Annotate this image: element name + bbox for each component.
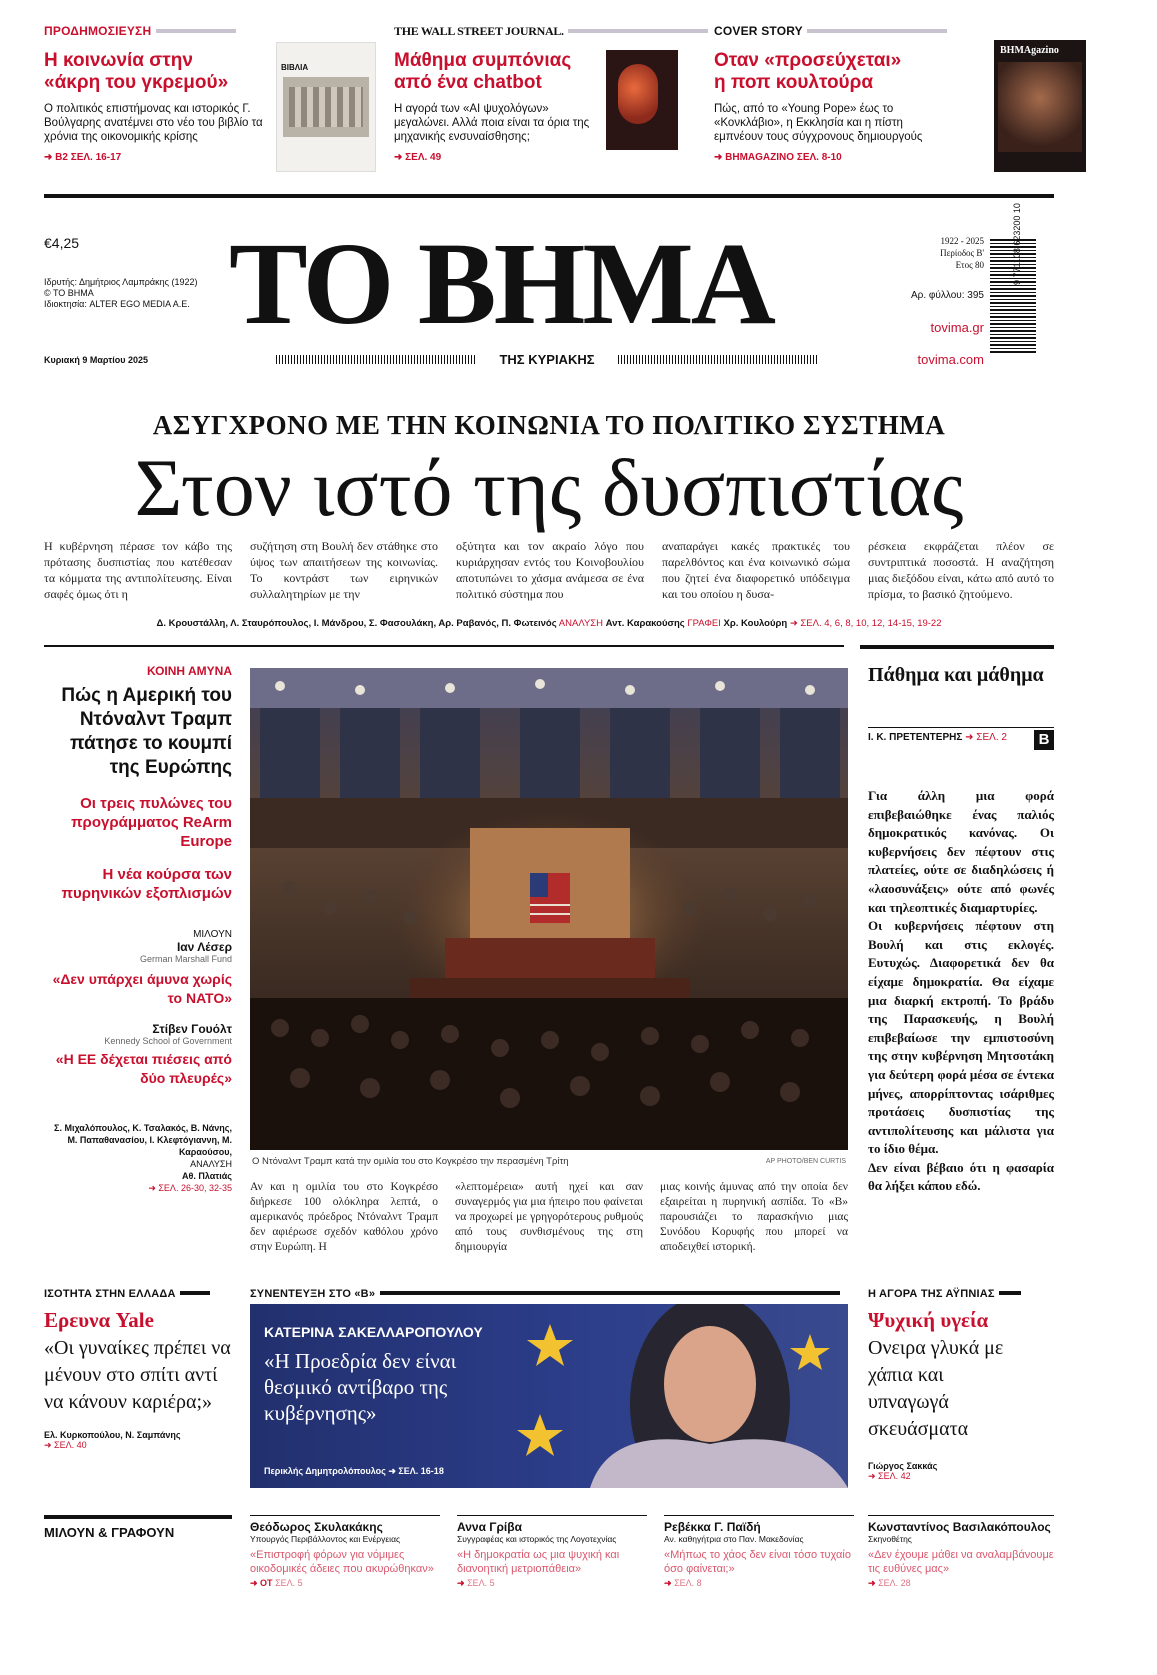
kicker-bar <box>156 29 236 33</box>
promo-text: Η αγορά των «AI ψυχολόγων» μεγαλώνει. Αλλά ποια είναι τα όρια της μηχανικής ενσυναίσθησης; <box>394 103 590 143</box>
editorial <box>868 664 1054 1274</box>
magazine-thumbnail <box>994 40 1086 172</box>
promo-kicker-row <box>714 22 1054 40</box>
barcode <box>990 203 1052 353</box>
byline-ref[interactable]: ➜ ΣΕΛ. 4, 6, 8, 10, 12, 14-15, 19-22 <box>789 618 942 629</box>
market-story[interactable] <box>868 1284 1054 1494</box>
market-headline: Ψυχική υγεία <box>868 1308 989 1332</box>
authors-ref[interactable]: ➜ ΣΕΛ. 26-30, 32-35 <box>148 1183 232 1193</box>
editorial-ref[interactable]: ➜ ΣΕΛ. 2 <box>965 732 1007 743</box>
market-text: Ονειρα γλυκά με χάπια και υπναγωγά σκευάσματα <box>868 1337 1004 1440</box>
editorial-badge: Β <box>1034 730 1054 750</box>
masthead-credits <box>44 277 197 310</box>
kicker-bar <box>380 1291 840 1295</box>
org-2: Kennedy School of Government <box>104 1036 232 1046</box>
promo-headline-line2: από ένα chatbot <box>394 72 542 93</box>
byline-analyst: Αντ. Καρακούσης <box>605 618 685 629</box>
footer-item-ref-label: ➜ ΟΤ <box>250 1578 273 1588</box>
promo-headline-line1: Μάθημα συμπόνιας <box>394 50 572 71</box>
lead-byline <box>44 618 1054 629</box>
promo-ref[interactable]: ➜ ΒΗΜΑGAZINO ΣΕΛ. 8-10 <box>714 152 842 163</box>
market-kicker-row <box>868 1284 1054 1302</box>
kicker-bar <box>999 1291 1021 1295</box>
website-com[interactable]: tovima.com <box>917 352 984 367</box>
copyright: © ΤΟ ΒΗΜΑ <box>44 288 94 298</box>
footer-item-page: ΣΕΛ. 28 <box>878 1578 911 1588</box>
equality-headline: Ερευνα Yale <box>44 1308 154 1332</box>
footer-item-page: ΣΕΛ. 8 <box>674 1578 702 1588</box>
defense-column-3: μιας κοινής άμυνας από την οποία δεν εξαιρείται η πυρηνική ασπίδα. Το «Β» παρουσιάζει το παρασκήνιο μιας Συνόδου Κορυφής που μπορεί να αποδειχθεί ιστορική. <box>660 1181 848 1253</box>
equality-authors: Ελ. Κυρκοπούλου, Ν. Σαμπάνης <box>44 1430 181 1440</box>
interview-story[interactable] <box>250 1284 848 1488</box>
promo-kicker: COVER STORY <box>714 24 803 38</box>
top-divider <box>44 194 1054 198</box>
editorial-author: Ι. Κ. ΠΡΕΤΕΝΤΕΡΗΣ <box>868 732 963 743</box>
defense-column-2: «λεπτομέρεια» αυτή ηχεί και σαν συναγερμός για μια ήπειρο που φαίνεται να προχωρεί με γρηγορότερους ρυθμούς από τους συνθισμένους της στη δημιουργία <box>455 1181 643 1253</box>
promo-headline-line2: η ποπ κουλτούρα <box>714 72 874 93</box>
defense-sidebar <box>44 664 232 1264</box>
footer-item-quote: «Επιστροφή φόρων για νόμιμες οικοδομικές άδειες που ακυρώθηκαν» <box>250 1549 434 1575</box>
congress-photo <box>250 668 848 1150</box>
footer-item-name: Κωνσταντίνος Βασιλακόπουλος <box>868 1520 1051 1534</box>
photo-credit: AP PHOTO/BEN CURTIS <box>765 1158 846 1165</box>
defense-authors <box>44 1122 232 1194</box>
footer-item-quote: «Μήπως το χάος δεν είναι τόσο τυχαίο όσο φαίνεται;» <box>664 1549 851 1575</box>
speak-label: ΜΙΛΟΥΝ <box>193 929 232 940</box>
footer-item-quote: «Δεν έχουμε μάθει να αναλαμβάνουμε τις ευθύνες μας» <box>868 1549 1054 1575</box>
interview-kicker-row <box>250 1284 848 1302</box>
footer-items <box>250 1515 1054 1615</box>
footer-item-name: Θεόδωρος Σκυλακάκης <box>250 1520 383 1534</box>
footer-item-ref-label: ➜ <box>664 1578 672 1588</box>
subtitle-rule-right <box>618 355 818 364</box>
barcode-number: 9 771108 623200 10 <box>1012 203 1022 285</box>
website-gr[interactable]: tovima.gr <box>930 320 984 335</box>
founder: Ιδρυτής: Δημήτριος Λαμπράκης (1922) <box>44 277 198 287</box>
footer-item-role: Συγγραφέας και ιστορικός της Λογοτεχνίας <box>457 1534 617 1544</box>
footer-item-ref <box>664 1578 854 1589</box>
equality-story[interactable] <box>44 1284 234 1494</box>
year-number: Ετος 80 <box>955 260 984 270</box>
byline-office: Χρ. Κουλούρη <box>723 618 788 629</box>
newspaper-subtitle: ΤΗΣ ΚΥΡΙΑΚΗΣ <box>499 352 595 367</box>
issue-number: Αρ. φύλλου: 395 <box>911 290 984 301</box>
footer-item-rule <box>868 1515 1054 1516</box>
lead-column-4: αναπαράγει κακές πρακτικές του παρελθόντος και ένα κοινωνικό σώμα που ζητεί ένα διαφορετικό υπόδειγμα και του οποίου η δυσα- <box>662 539 850 601</box>
lead-kicker: ΑΣΥΓΧΡΟΝΟ ΜΕ ΤΗΝ ΚΟΙΝΩΝΙΑ ΤΟ ΠΟΛΙΤΙΚΟ ΣΥΣΤΗΜΑ <box>152 410 946 440</box>
lead-columns <box>44 538 1054 608</box>
promo-kicker: THE WALL STREET JOURNAL. <box>394 24 564 38</box>
congress-photo-illustration <box>250 668 848 1150</box>
lead-column-3: οξύτητα και τον ακραίο λόγο που κυριάρχησαν εντός του Κοινοβουλίου αποτυπώνει το χάσμα ανάμεσα σε ένα πολιτικό σύστημα που <box>456 539 644 601</box>
footer-item[interactable] <box>457 1515 647 1589</box>
defense-sub2[interactable]: Η νέα κούρσα των πυρηνικών εξοπλισμών <box>61 866 232 902</box>
footer-item[interactable] <box>664 1515 854 1589</box>
defense-columns <box>250 1180 848 1270</box>
byline-authors: Δ. Κρουστάλλη, Λ. Σταυρόπουλος, Ι. Μάνδρου, Σ. Φασουλάκη, Αρ. Ραβανός, Π. Φωτεινός <box>156 618 557 629</box>
footer-item-ref <box>457 1578 647 1589</box>
editorial-body-3: Δεν είναι βέβαιο ότι η φασαρία θα λήξει κάπου εδώ. <box>868 1159 1054 1194</box>
lead-column-1: Η κυβέρνηση πέρασε τον κάβο της πρότασης δυσπιστίας που κατέθεσαν τα κόμματα της αντιπολίτευσης. Είναι σαφές όμως ότι η <box>44 539 232 601</box>
subtitle-row <box>276 352 824 368</box>
kicker-bar <box>568 29 708 33</box>
footer-item-role: Αν. καθηγήτρια στο Παν. Μακεδονίας <box>664 1534 804 1544</box>
photo-caption: Ο Ντόναλντ Τραμπ κατά την ομιλία του στο Κογκρέσο την περασμένη Τρίτη <box>252 1156 569 1167</box>
market-kicker: Η ΑΓΟΡΑ ΤΗΣ ΑΫΠΝΙΑΣ <box>868 1288 995 1300</box>
promo-headline-line1: Οταν «προσεύχεται» <box>714 50 902 71</box>
authors-list: Σ. Μιχαλόπουλος, Κ. Τσαλακός, Β. Νάνης, Μ. Παπαθανασίου, Ι. Κλεφτόγιαννη, Μ. Καραούσου, <box>54 1123 232 1157</box>
book-thumbnail <box>276 42 376 172</box>
promo-headline-line2: «άκρη του γκρεμού» <box>44 72 229 93</box>
price: €4,25 <box>44 235 80 251</box>
promo-wsj[interactable] <box>394 22 719 198</box>
market-ref[interactable]: ➜ ΣΕΛ. 42 <box>868 1471 911 1481</box>
editorial-author-row <box>868 727 1054 749</box>
equality-ref[interactable]: ➜ ΣΕΛ. 40 <box>44 1440 87 1450</box>
promo-kicker-row <box>394 22 719 40</box>
byline-office-label: ΓΡΑΦΕΙ <box>687 618 721 629</box>
promo-text: Ο πολιτικός επιστήμονας και ιστορικός Γ. Βούλγαρης ανατέμνει στο νέο του βιβλίο τα χρόνια της οικονομικής κρίσης <box>44 103 263 143</box>
footer-item[interactable] <box>868 1515 1054 1589</box>
market-author: Γιώργος Σακκάς <box>868 1461 938 1471</box>
footer-item-rule <box>664 1515 854 1516</box>
footer-item-role: Σκηνοθέτης <box>868 1534 912 1544</box>
footer-item-quote: «Η δημοκρατία ως μια ψυχική και διανοητική μετριοπάθεια» <box>457 1549 620 1575</box>
promo-book[interactable] <box>44 22 384 198</box>
owner: Ιδιοκτησία: ALTER EGO MEDIA A.E. <box>44 299 190 309</box>
newspaper-title: ΤΟ ΒΗΜΑ <box>229 218 773 349</box>
footer-item-rule <box>457 1515 647 1516</box>
footer-rule-left <box>44 1515 232 1519</box>
footer-item-name: Αννα Γρίβα <box>457 1520 522 1534</box>
authors-analyst: Αθ. Πλατιάς <box>181 1171 232 1181</box>
footer-item-role: Υπουργός Περιβάλλοντος και Ενέργειας <box>250 1534 401 1544</box>
footer-item-ref-label: ➜ <box>868 1578 876 1588</box>
editorial-top-rule <box>860 645 1054 649</box>
interview-kicker: ΣΥΝΕΝΤΕΥΞΗ ΣΤΟ «Β» <box>250 1288 376 1300</box>
editorial-body-2: Οι κυβερνήσεις πέφτουν στη Βουλή και στις εκλογές. Ευτυχώς. Διαφορετικά δεν θα είχαμε δημοκρατία. Θα είχαμε μια διαρκή εκτροπή. Το βράδυ της Παρασκευής, η Βουλή επιβεβαίωσε την εμπιστοσύνη της στην κυβέρνηση Μητσοτάκη για δεύτερη φορά μέσα σε έντεκα μήνες, απορρίπτοντας ισάριθμες προτάσεις δυσπιστίας της αντιπολίτευσης και μάλιστα για το ίδιο θέμα. <box>868 918 1054 1157</box>
footer-item-ref <box>250 1578 440 1589</box>
quote-2[interactable]: «Η ΕΕ δέχεται πιέσεις από δύο πλευρές» <box>55 1051 232 1086</box>
footer-item-rule <box>250 1515 440 1516</box>
footer-item-ref-label: ➜ <box>457 1578 465 1588</box>
promo-text: Πώς, από το «Young Pope» έως το «Κονκλάβιο», η Εκκλησία και η πίστη εμπνέουν τους σύγχρονους δημιουργούς <box>714 103 923 143</box>
editorial-headline[interactable]: Πάθημα και μάθημα <box>868 664 1044 686</box>
masthead <box>44 205 1054 380</box>
magazine-logo: ΒΗΜΑgazino <box>1000 45 1059 56</box>
quote-1[interactable]: «Δεν υπάρχει άμυνα χωρίς το ΝΑΤΟ» <box>52 971 232 1006</box>
promo-headline-line1: Η κοινωνία στην <box>44 50 193 71</box>
footer-label: ΜΙΛΟΥΝ & ΓΡΑΦΟΥΝ <box>44 1525 175 1540</box>
kicker-bar <box>180 1291 210 1295</box>
authors-analysis-label: ΑΝΑΛΥΣΗ <box>190 1159 232 1169</box>
person-1: Ιαν Λέσερ <box>176 940 232 954</box>
editorial-body: Για άλλη μια φορά επιβεβαιώθηκε ένας παλιός δημοκρατικός κανόνας. Οι κυβερνήσεις δεν πέφτουν στις πλατείες, ούτε σε διαδηλώσεις ή «λαοσυνάξεις» ούτε από φωνές και τηλεοπτικές διαμαρτυρίες. <box>868 788 1054 915</box>
footer-item-ref <box>868 1578 1054 1589</box>
equality-text: «Οι γυναίκες πρέπει να μένουν στο σπίτι αντί να κάνουν καριέρα;» <box>44 1337 231 1413</box>
promo-kicker-row <box>44 22 384 40</box>
defense-column-1: Αν και η ομιλία του στο Κογκρέσο διήρκεσε 100 ολόκληρα λεπτά, ο αμερικανός πρόεδρος Ντόναλντ Τραμπ δεν αφιέρωσε σχεδόν καθόλου χρόνο στην Ευρώπη. Η <box>250 1181 438 1253</box>
magazine-photo <box>998 62 1082 152</box>
lead-column-5: ρέσκεια εκφράζεται πλέον σε συντριπτικά ποσοστά. Η αναζήτηση μιας διεξόδου είναι, κάτω από αυτό το πρίσμα, το βασικό ζητούμενο. <box>868 539 1054 601</box>
subtitle-rule-left <box>276 355 476 364</box>
footer-item-page: ΣΕΛ. 5 <box>467 1578 495 1588</box>
promo-kicker: ΠΡΟΔΗΜΟΣΙΕΥΣΗ <box>44 24 152 38</box>
top-promos <box>44 22 1059 198</box>
interview-credit[interactable]: Περικλής Δημητρολόπουλος ➜ ΣΕΛ. 16-18 <box>264 1466 444 1476</box>
thumb-robot <box>618 64 658 124</box>
equality-kicker: ΙΣΟΤΗΤΑ ΣΤΗΝ ΕΛΛΑΔΑ <box>44 1288 176 1300</box>
footer-item-name: Ρεβέκκα Γ. Παϊδή <box>664 1520 761 1534</box>
byline-analysis-label: ΑΝΑΛΥΣΗ <box>558 618 604 629</box>
footer-item-page: ΣΕΛ. 5 <box>275 1578 303 1588</box>
defense-sub1[interactable]: Οι τρεις πυλώνες του προγράμματος ReArm Europe <box>71 795 232 850</box>
defense-headline[interactable]: Πώς η Αμερική του Ντόναλντ Τραμπ πάτησε το κουμπί της Ευρώπης <box>61 685 232 778</box>
interview-quote: «Η Προεδρία δεν είναι θεσμικό αντίβαρο της κυβέρνησης» <box>264 1349 457 1425</box>
person-2: Στίβεν Γουόλτ <box>152 1022 232 1036</box>
lead-headline[interactable]: Στον ιστό της δυσπιστίας <box>134 442 964 533</box>
chatbot-thumbnail <box>606 50 678 150</box>
kicker-bar <box>807 29 947 33</box>
promo-ref[interactable]: ➜ ΣΕΛ. 49 <box>394 152 442 163</box>
book-photo-detail <box>289 87 363 127</box>
issue-date: Κυριακή 9 Μαρτίου 2025 <box>44 355 148 365</box>
edition-info <box>864 235 984 271</box>
years: 1922 - 2025 <box>940 236 984 246</box>
promo-ref[interactable]: ➜ Β2 ΣΕΛ. 16-17 <box>44 152 122 163</box>
defense-kicker: ΚΟΙΝΗ ΑΜΥΝΑ <box>146 664 232 678</box>
period: Περίοδος Β' <box>940 248 984 258</box>
equality-kicker-row <box>44 1284 234 1302</box>
footer-item[interactable] <box>250 1515 440 1589</box>
thumb-label: ΒΙΒΛΙΑ <box>281 63 309 72</box>
promo-cover-story[interactable] <box>714 22 1059 198</box>
interview-name: ΚΑΤΕΡΙΝΑ ΣΑΚΕΛΛΑΡΟΠΟΥΛΟΥ <box>264 1324 483 1340</box>
org-1: German Marshall Fund <box>139 954 232 964</box>
lead-divider <box>44 645 844 647</box>
lead-column-2: συζήτηση στη Βουλή δεν στάθηκε στο ύψος των απαιτήσεων της κοινωνίας. Το κοντράστ των ειρηνικών συλλαλητηρίων με την <box>250 539 438 601</box>
